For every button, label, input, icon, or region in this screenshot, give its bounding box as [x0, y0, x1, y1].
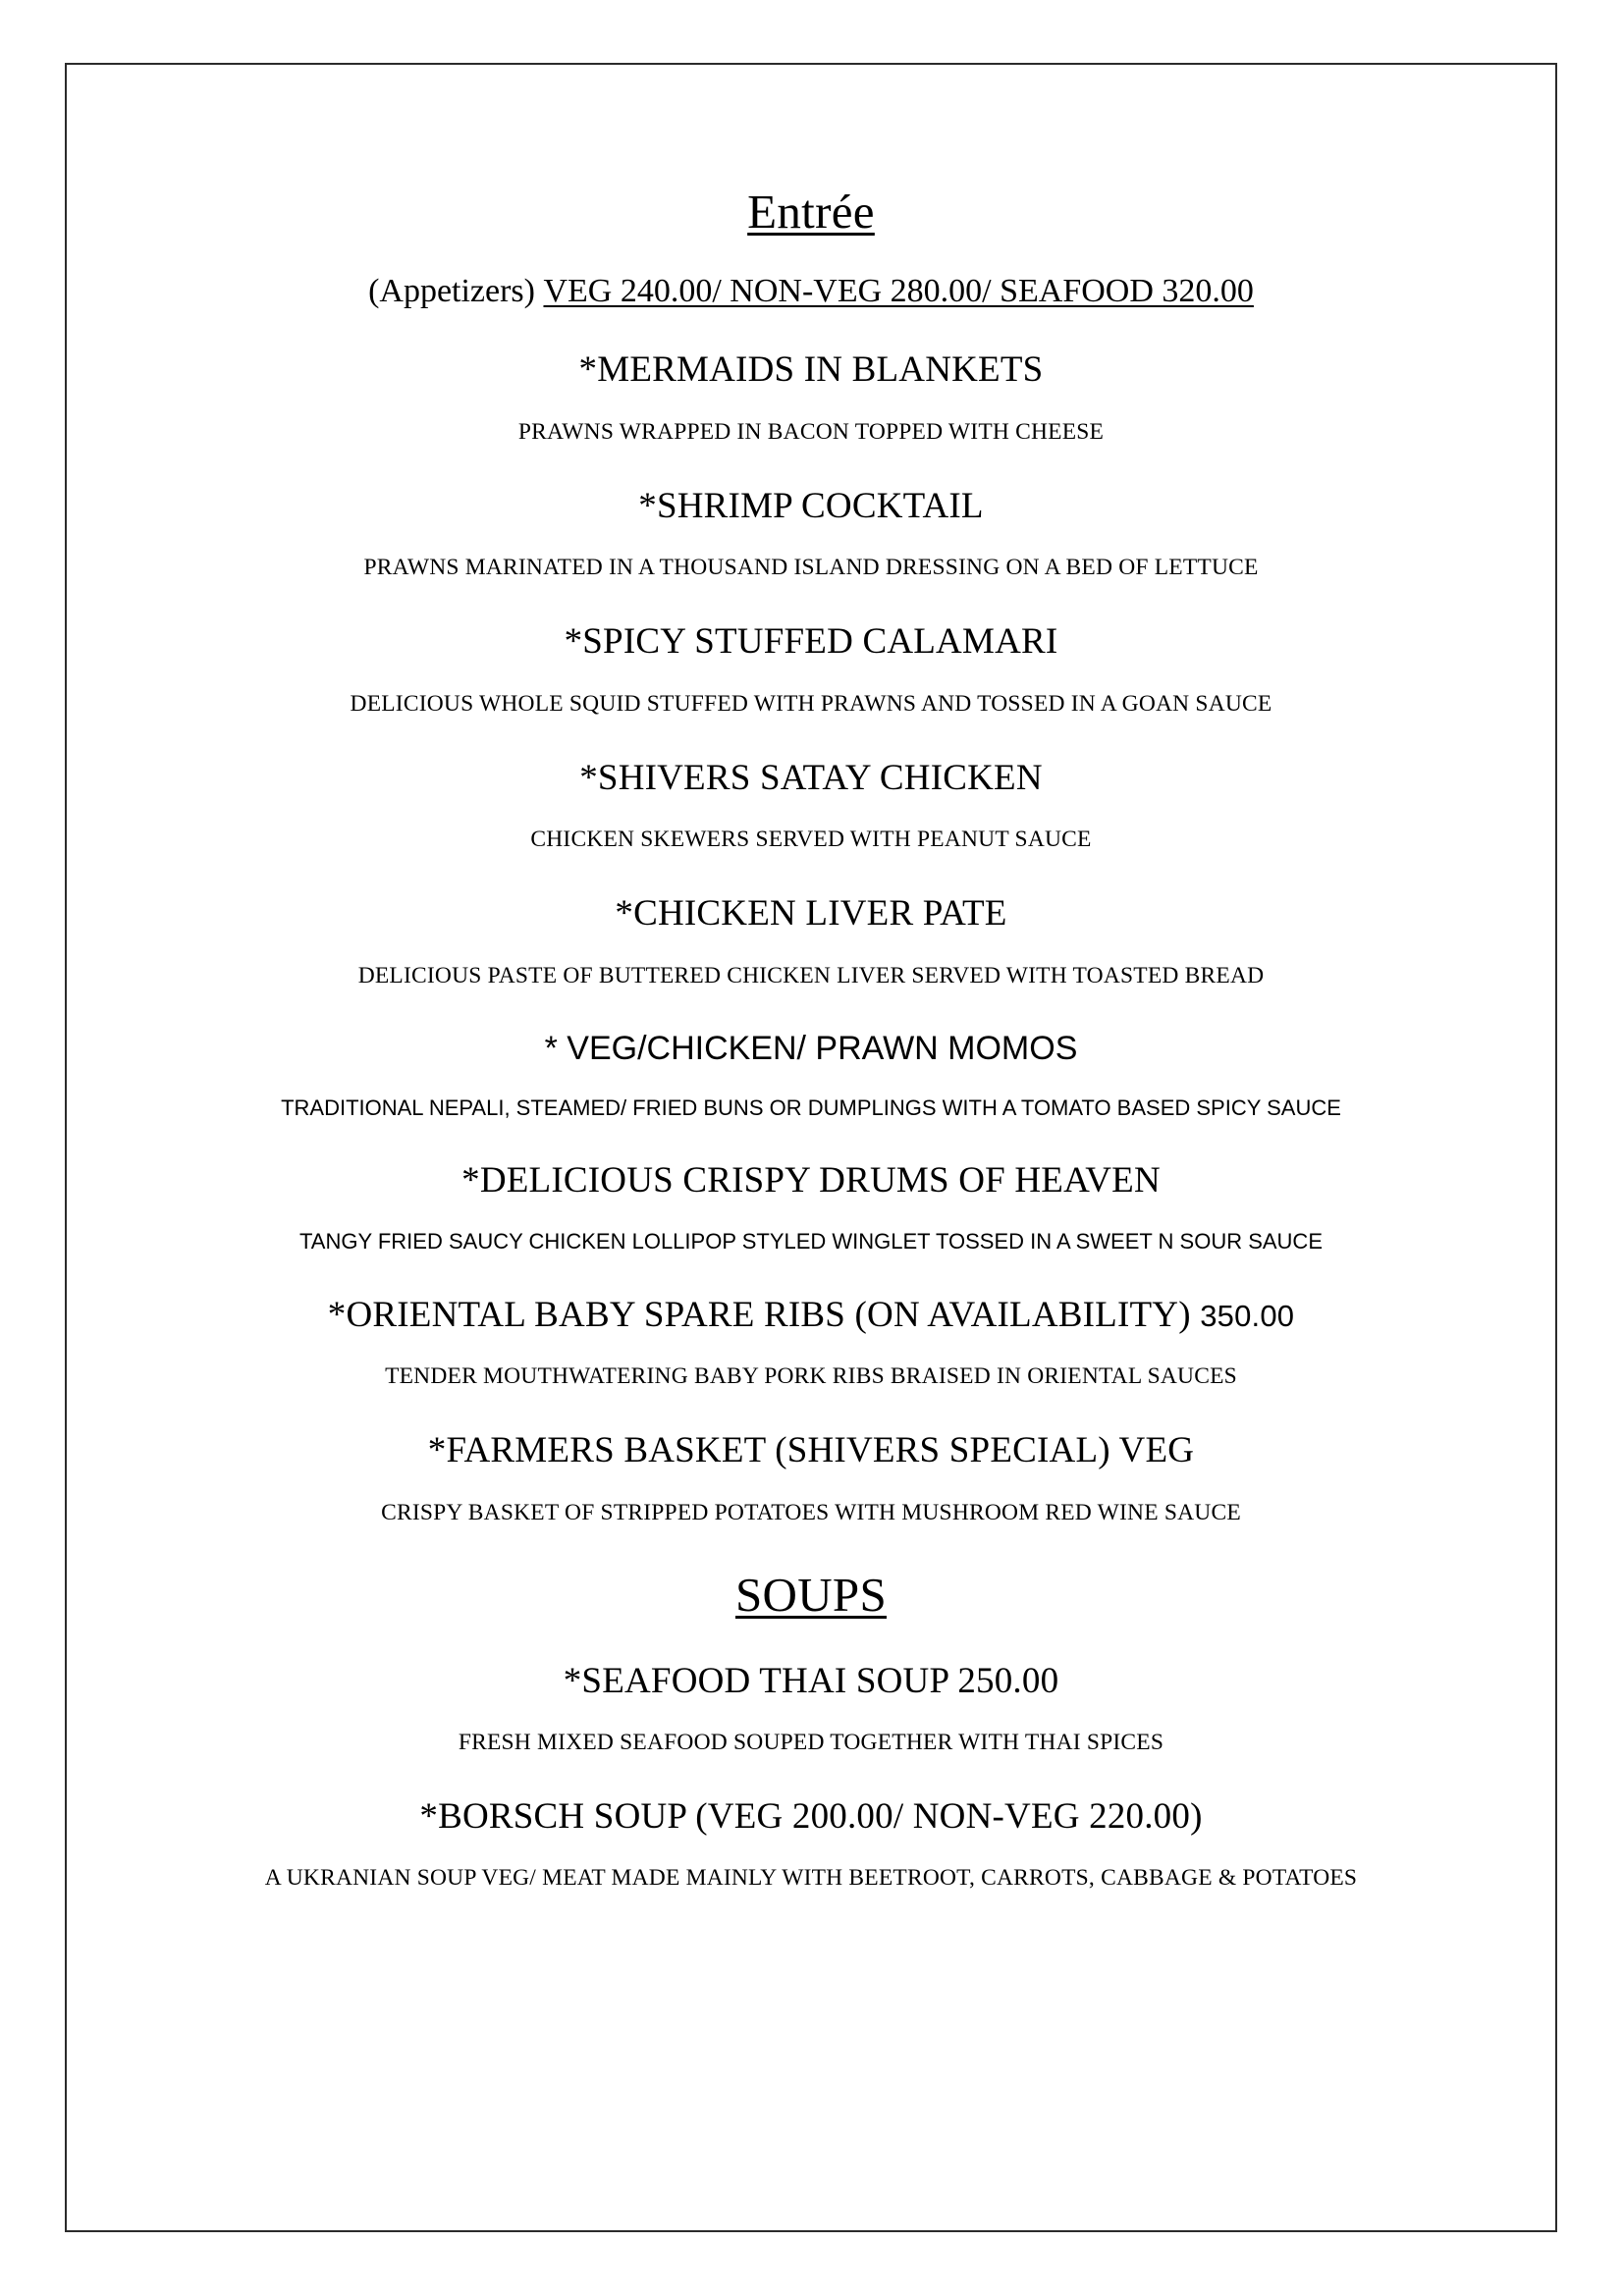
menu-item: [100, 758, 1522, 853]
menu-item-name-text: *ORIENTAL BABY SPARE RIBS (ON AVAILABILITY): [327, 1294, 1191, 1335]
entree-section-header: [100, 187, 1522, 238]
menu-item: [100, 893, 1522, 988]
menu-item-description: TENDER MOUTHWATERING BABY PORK RIBS BRAISED IN ORIENTAL SAUCES: [385, 1363, 1237, 1390]
soups-section-header: [100, 1567, 1522, 1622]
menu-item: [100, 1030, 1522, 1120]
entree-heading-text: Entrée: [747, 185, 875, 239]
menu-item: [100, 1430, 1522, 1525]
menu-item-description: A UKRANIAN SOUP VEG/ MEAT MADE MAINLY WITH BEETROOT, CARROTS, CABBAGE & POTATOES: [264, 1865, 1358, 1892]
menu-item: [100, 1160, 1522, 1255]
menu-item: [100, 1295, 1522, 1390]
menu-item: [100, 1796, 1522, 1892]
menu-item: [100, 486, 1522, 581]
menu-item-name: *SHIVERS SATAY CHICKEN: [579, 757, 1043, 798]
entree-heading: [100, 187, 1522, 238]
menu-item-price: 350.00: [1200, 1298, 1295, 1333]
menu-item: [100, 1661, 1522, 1756]
menu-item-name: *MERMAIDS IN BLANKETS: [578, 349, 1044, 391]
menu-item-description: PRAWNS MARINATED IN A THOUSAND ISLAND DRESSING ON A BED OF LETTUCE: [363, 555, 1259, 581]
menu-content: [65, 63, 1557, 1892]
soups-heading: [100, 1567, 1522, 1622]
menu-item-description: TANGY FRIED SAUCY CHICKEN LOLLIPOP STYLED WINGLET TOSSED IN A SWEET N SOUR SAUCE: [298, 1229, 1323, 1255]
menu-item-name: *SHRIMP COCKTAIL: [638, 485, 984, 526]
menu-item-name: [100, 1295, 1522, 1335]
menu-item-description: CRISPY BASKET OF STRIPPED POTATOES WITH MUSHROOM RED WINE SAUCE: [381, 1499, 1241, 1525]
appetizers-label: (Appetizers): [368, 272, 535, 309]
soups-heading-text: SOUPS: [734, 1567, 888, 1622]
menu-item-description: PRAWNS WRAPPED IN BACON TOPPED WITH CHEESE: [517, 418, 1105, 445]
menu-item-name: *SEAFOOD THAI SOUP 250.00: [563, 1660, 1059, 1701]
menu-item-description: FRESH MIXED SEAFOOD SOUPED TOGETHER WITH THAI SPICES: [458, 1729, 1164, 1755]
menu-item-name: *CHICKEN LIVER PATE: [615, 893, 1007, 934]
menu-item-name: * VEG/CHICKEN/ PRAWN MOMOS: [544, 1029, 1078, 1067]
menu-item-name: *DELICIOUS CRISPY DRUMS OF HEAVEN: [461, 1159, 1161, 1201]
appetizers-price-line: [100, 273, 1522, 309]
menu-item-name: *FARMERS BASKET (SHIVERS SPECIAL) VEG: [427, 1430, 1195, 1471]
menu-item-name: *SPICY STUFFED CALAMARI: [564, 621, 1058, 663]
menu-item-description: TRADITIONAL NEPALI, STEAMED/ FRIED BUNS OR DUMPLINGS WITH A TOMATO BASED SPICY SAUCE: [281, 1095, 1341, 1120]
menu-item: [100, 349, 1522, 445]
menu-item-description: CHICKEN SKEWERS SERVED WITH PEANUT SAUCE: [530, 827, 1092, 853]
appetizers-prices: VEG 240.00/ NON-VEG 280.00/ SEAFOOD 320.00: [543, 272, 1254, 309]
menu-item: [100, 621, 1522, 717]
menu-item-description: DELICIOUS WHOLE SQUID STUFFED WITH PRAWNS AND TOSSED IN A GOAN SAUCE: [350, 690, 1272, 717]
menu-item-name: *BORSCH SOUP (VEG 200.00/ NON-VEG 220.00): [419, 1796, 1203, 1837]
menu-item-description: DELICIOUS PASTE OF BUTTERED CHICKEN LIVER SERVED WITH TOASTED BREAD: [357, 962, 1265, 988]
